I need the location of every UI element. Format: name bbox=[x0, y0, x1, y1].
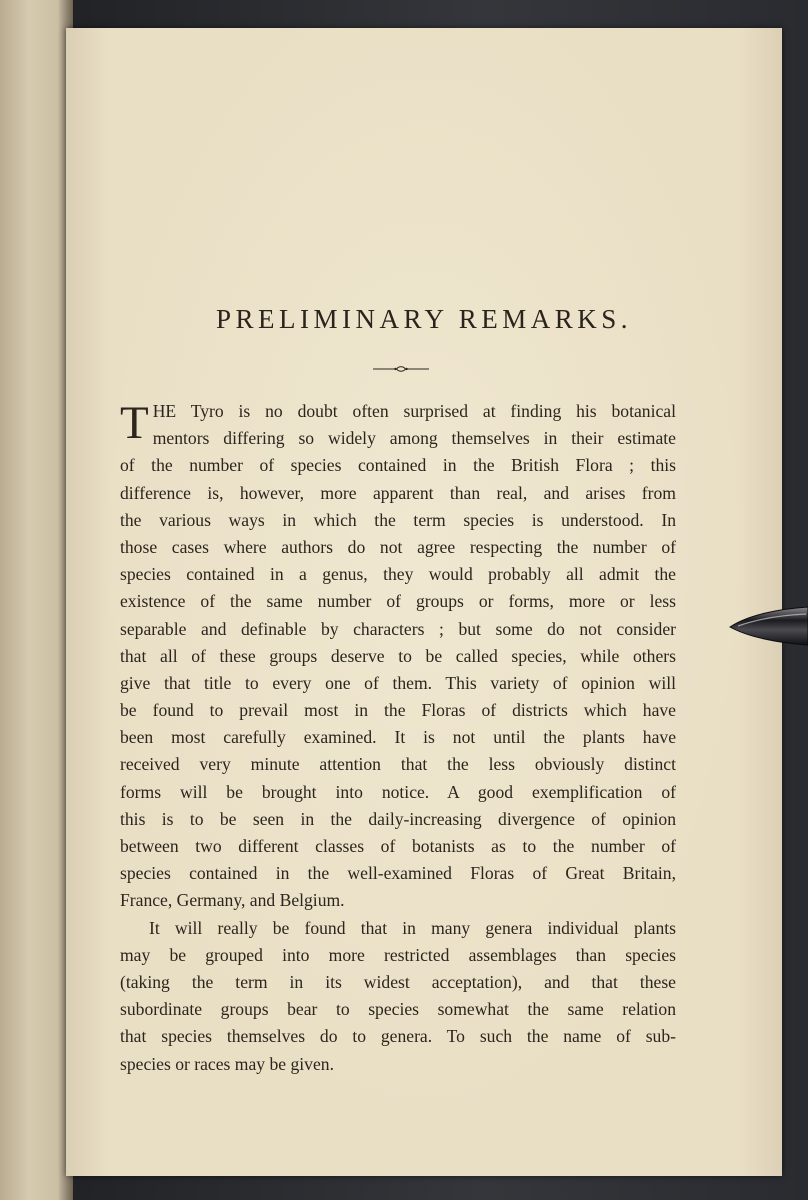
text-line: the various ways in which the term species is understood. In bbox=[120, 509, 676, 530]
bookmark-clip bbox=[728, 603, 808, 649]
text-line: between two different classes of botanists as to the number of bbox=[120, 836, 676, 856]
text-line: may be grouped into more restricted assemblages than species bbox=[120, 944, 676, 965]
text-line: species contained in a genus, they would probably all admit the bbox=[120, 564, 676, 585]
text-line: that species themselves do to genera. To such the name of sub- bbox=[120, 1026, 676, 1047]
text-line: France, Germany, and Belgium. bbox=[120, 890, 345, 911]
text-line: mentors differing so widely among themselves in their estimate bbox=[152, 428, 676, 449]
text-line: difference is, however, more apparent than real, and arises from bbox=[120, 482, 676, 503]
text-line: received very minute attention that the less obviously distinct bbox=[120, 754, 676, 775]
ornament-rule bbox=[373, 362, 429, 376]
text-line: this is to be seen in the daily-increasing divergence of opinion bbox=[120, 808, 676, 829]
text-line: that all of these groups deserve to be called species, while others bbox=[120, 645, 676, 666]
page-heading: PRELIMINARY REMARKS. bbox=[215, 304, 633, 334]
body-text bbox=[120, 398, 676, 1078]
text-line: been most carefully examined. It is not until the plants have bbox=[120, 727, 676, 748]
drop-cap: T bbox=[120, 397, 149, 449]
text-line: It will really be found that in many genera individual plants bbox=[149, 917, 676, 938]
text-line: those cases where authors do not agree respecting the number of bbox=[120, 536, 676, 557]
text-line: existence of the same number of groups or forms, more or less bbox=[120, 591, 676, 612]
paragraph-2 bbox=[120, 915, 676, 1078]
text-line: forms will be brought into notice. A good exemplification of bbox=[120, 781, 676, 802]
text-line: of the number of species contained in the British Flora ; this bbox=[120, 455, 676, 476]
text-line: HE Tyro is no doubt often surprised at finding his botanical bbox=[152, 401, 676, 421]
text-line: separable and definable by characters ; but some do not consider bbox=[120, 618, 676, 639]
text-line: (taking the term in its widest acceptation), and that these bbox=[120, 971, 676, 992]
paragraph-1 bbox=[120, 398, 676, 915]
text-line: subordinate groups bear to species somewhat the same relation bbox=[120, 999, 676, 1020]
text-line: be found to prevail most in the Floras of districts which have bbox=[120, 700, 676, 721]
book-page bbox=[66, 28, 782, 1176]
text-line: species contained in the well-examined Floras of Great Britain, bbox=[120, 863, 676, 884]
text-line: give that title to every one of them. This variety of opinion will bbox=[120, 672, 676, 693]
text-line: species or races may be given. bbox=[120, 1053, 334, 1074]
